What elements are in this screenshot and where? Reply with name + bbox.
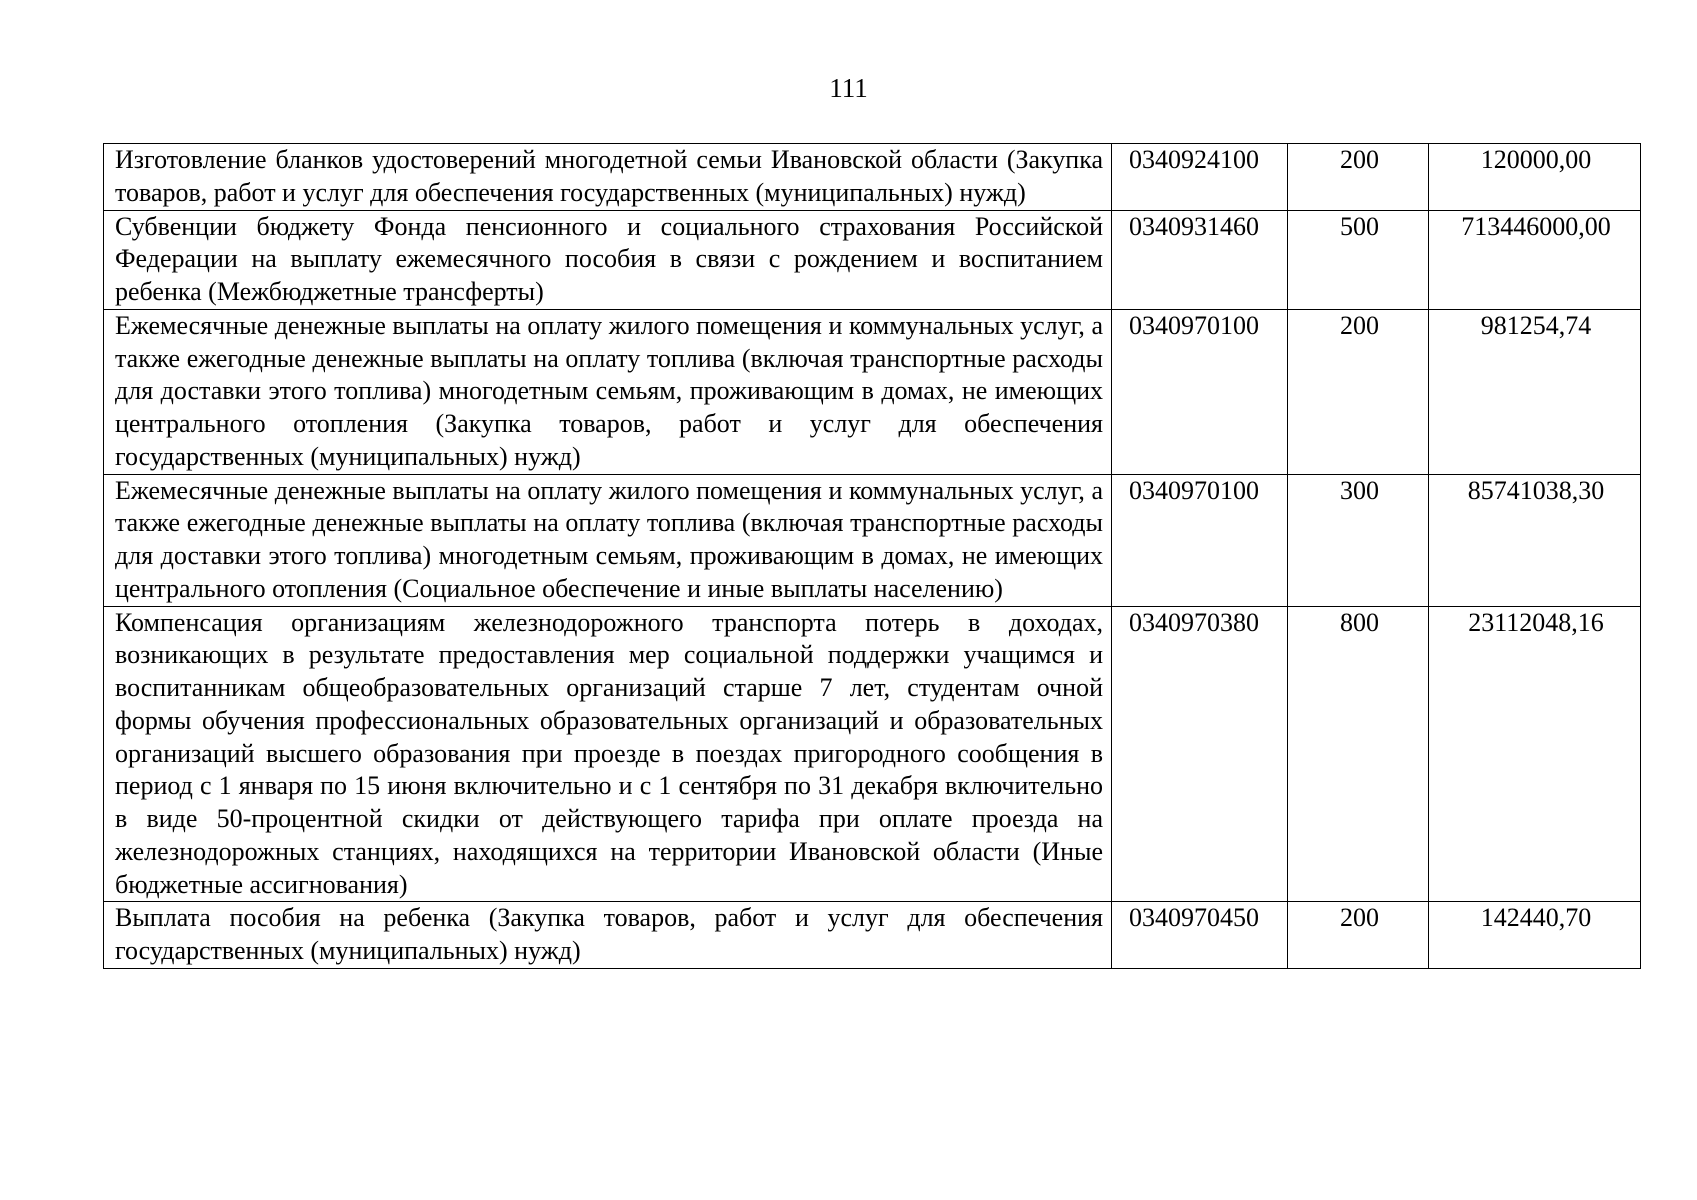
row-amount: 120000,00 [1429, 144, 1641, 211]
row-amount: 23112048,16 [1429, 606, 1641, 902]
page-number: 111 [829, 73, 868, 103]
row-amount: 713446000,00 [1429, 210, 1641, 309]
table-row [104, 144, 1641, 211]
row-description: Ежемесячные денежные выплаты на оплату жилого помещения и коммунальных услуг, а также ежегодные денежные выплаты на оплату топлива (включая транспортные расходы для доставки этого топлива) многодетным семьям, проживающим в домах, не имеющих центрального отопления (Социальное обеспечение и иные выплаты населению) [104, 474, 1112, 606]
row-description: Изготовление бланков удостоверений многодетной семьи Ивановской области (Закупка товаров, работ и услуг для обеспечения государственных (муниципальных) нужд) [104, 144, 1112, 211]
row-target-code: 0340970100 [1112, 309, 1288, 474]
row-expense-type: 200 [1288, 144, 1429, 211]
budget-table [103, 143, 1641, 969]
row-target-code: 0340970450 [1112, 902, 1288, 969]
row-amount: 981254,74 [1429, 309, 1641, 474]
row-expense-type: 800 [1288, 606, 1429, 902]
table-row [104, 902, 1641, 969]
table-row [104, 474, 1641, 606]
row-description: Компенсация организациям железнодорожного транспорта потерь в доходах, возникающих в результате предоставления мер социальной поддержки учащимся и воспитанникам общеобразовательных организаций старше 7 лет, студентам очной формы обучения профессиональных образовательных организаций и образовательных организаций высшего образования при проезде в поездах пригородного сообщения в период с 1 января по 15 июня включительно и с 1 сентября по 31 декабря включительно в виде 50-процентной скидки от действующего тарифа при оплате проезда на железнодорожных станциях, находящихся на территории Ивановской области (Иные бюджетные ассигнования) [104, 606, 1112, 902]
row-description: Субвенции бюджету Фонда пенсионного и социального страхования Российской Федерации на выплату ежемесячного пособия в связи с рождением и воспитанием ребенка (Межбюджетные трансферты) [104, 210, 1112, 309]
row-description: Выплата пособия на ребенка (Закупка товаров, работ и услуг для обеспечения государственных (муниципальных) нужд) [104, 902, 1112, 969]
row-expense-type: 200 [1288, 309, 1429, 474]
row-expense-type: 300 [1288, 474, 1429, 606]
row-description: Ежемесячные денежные выплаты на оплату жилого помещения и коммунальных услуг, а также ежегодные денежные выплаты на оплату топлива (включая транспортные расходы для доставки этого топлива) многодетным семьям, проживающим в домах, не имеющих центрального отопления (Закупка товаров, работ и услуг для обеспечения государственных (муниципальных) нужд) [104, 309, 1112, 474]
row-amount: 85741038,30 [1429, 474, 1641, 606]
row-amount: 142440,70 [1429, 902, 1641, 969]
table-row [104, 210, 1641, 309]
table-row [104, 309, 1641, 474]
row-expense-type: 200 [1288, 902, 1429, 969]
row-target-code: 0340970100 [1112, 474, 1288, 606]
row-target-code: 0340931460 [1112, 210, 1288, 309]
row-target-code: 0340970380 [1112, 606, 1288, 902]
row-target-code: 0340924100 [1112, 144, 1288, 211]
row-expense-type: 500 [1288, 210, 1429, 309]
table-row [104, 606, 1641, 902]
